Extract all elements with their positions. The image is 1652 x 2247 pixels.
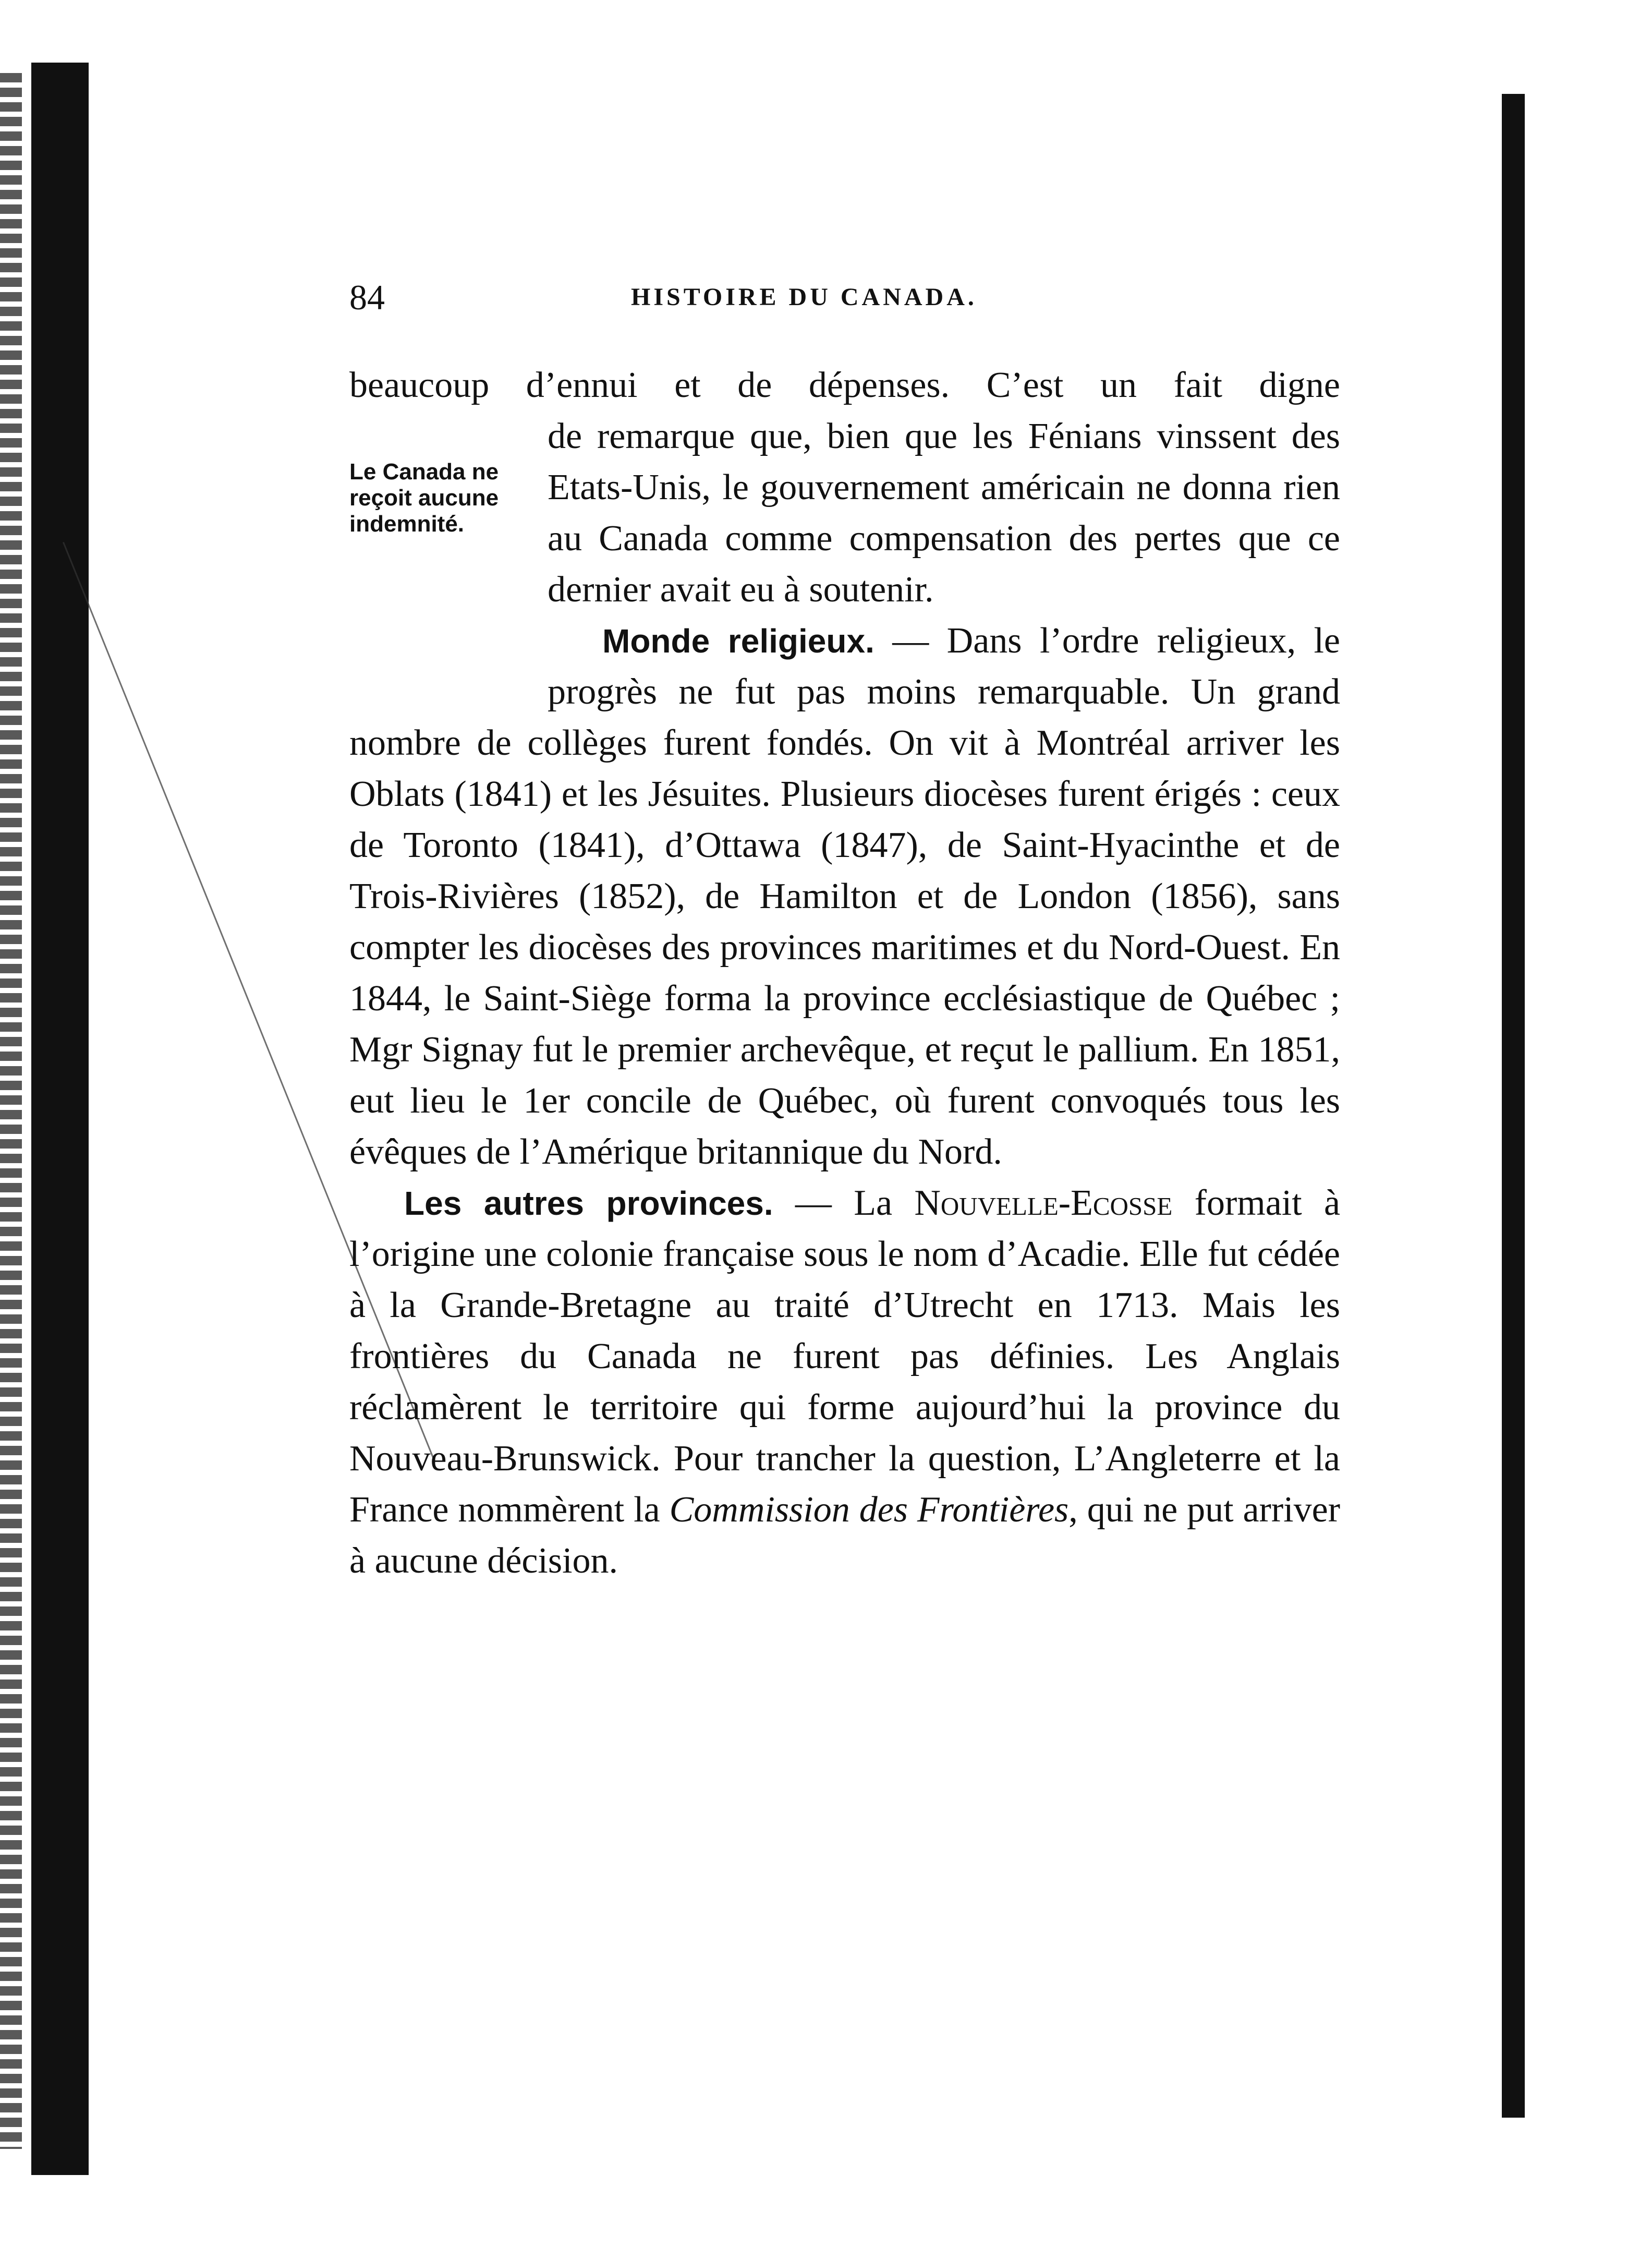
section-heading: Les autres provinces.	[404, 1185, 773, 1222]
paragraph-fenians	[349, 360, 1340, 615]
paragraph-monde-religieux	[349, 615, 1340, 1178]
paragraph-text: de remarque que, bien que les Fénians vinssent des Etats-Unis, le gouvernement américain ne donna rien au Canada comme compensation des pertes que ce dernier avait eu à soutenir.	[548, 416, 1340, 610]
paragraph-text: — La	[773, 1183, 915, 1223]
scan-binding-shadow	[31, 63, 89, 2175]
section-heading: Monde religieux.	[602, 622, 874, 660]
running-head: HISTOIRE DU CANADA.	[631, 283, 977, 311]
page-header	[349, 271, 1340, 323]
body-text	[349, 360, 1340, 1587]
scan-border-strip	[0, 73, 22, 2149]
paragraph-text: formait à l’origine une colonie française sous le nom d’Acadie. Elle fut cédée à la Grande-Bretagne au traité d’Utrecht en 1713. Mais les frontières du Canada ne furent pas définies. Les Anglais réclamèrent le territoire qui forme aujourd’hui la province du Nouveau-Brunswick. Pour trancher la question, L’Angleterre et la France nommèrent la	[349, 1183, 1341, 1530]
scan-right-edge	[1502, 94, 1525, 2118]
margin-note: Le Canada ne reçoit aucune indemnité.	[349, 459, 499, 537]
paragraph-line: beaucoup d’ennui et de dépenses. C’est un fait digne	[349, 365, 1340, 405]
italic-title: Commission des Frontières	[669, 1490, 1069, 1530]
page-number: 84	[349, 277, 385, 317]
paragraph-text: — Dans l’ordre religieux, le progrès ne fut pas moins remarquable. Un grand nombre de collèges furent fondés. On vit à Montréal arriver les Oblats (1841) et les Jésuites. Plusieurs diocèses furent érigés : ceux de Toronto (1841), d’Ottawa (1847), de Saint-Hyacinthe et de Trois-Rivières (1852), de Hamilton et de London (1856), sans compter les diocèses des provinces maritimes et du Nord-Ouest. En 1844, le Saint-Siège forma la province ecclésiastique de Québec ; Mgr Signay fut le premier archevêque, et reçut le pallium. En 1851, eut lieu le 1er concile de Québec, où furent convoqués tous les évêques de l’Amérique britannique du Nord.	[349, 621, 1341, 1172]
margin-note-space	[349, 411, 548, 668]
paragraph-text: , qui ne put arriver à aucune décision.	[349, 1490, 1340, 1581]
smallcaps-name: Nouvelle-Ecosse	[914, 1183, 1173, 1223]
paragraph-autres-provinces	[349, 1178, 1340, 1587]
